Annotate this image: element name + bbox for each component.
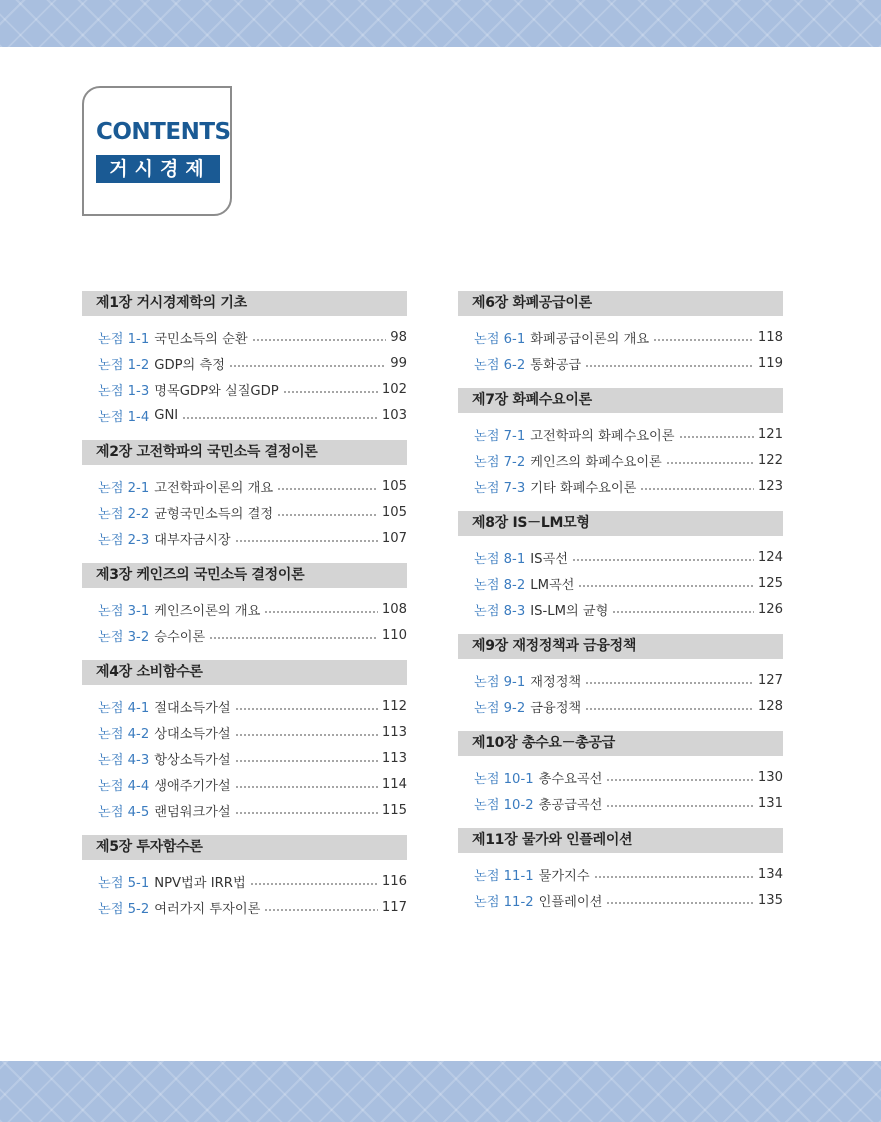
toc-entry[interactable] xyxy=(458,790,783,816)
page-number: 105 xyxy=(381,478,407,494)
dot-leader xyxy=(283,391,378,393)
dot-leader xyxy=(277,514,378,516)
chapter-heading: 제1장 거시경제학의 기초 xyxy=(82,291,407,316)
entry-title: 케인즈의 화폐수요이론 xyxy=(530,454,662,470)
chapter-block xyxy=(458,634,783,719)
page-number: 103 xyxy=(381,407,407,423)
toc-entry[interactable] xyxy=(82,376,407,402)
dot-leader xyxy=(606,805,754,807)
entry-title: 국민소득의 순환 xyxy=(154,331,248,347)
toc-entry[interactable] xyxy=(458,764,783,790)
page-number: 135 xyxy=(757,892,783,908)
entry-title: NPV법과 IRR법 xyxy=(154,875,246,891)
toc-entry[interactable] xyxy=(458,887,783,913)
toc-entry[interactable] xyxy=(458,350,783,376)
dot-leader xyxy=(666,462,754,464)
dot-leader xyxy=(229,365,386,367)
dot-leader xyxy=(585,708,754,710)
entry-number: 논점 1-1 xyxy=(98,331,150,347)
toc-entry[interactable] xyxy=(82,894,407,920)
chapter-block xyxy=(82,563,407,648)
entry-number: 논점 7-3 xyxy=(474,480,526,496)
page-number: 115 xyxy=(381,802,407,818)
chapter-block xyxy=(458,291,783,376)
entry-number: 논점 2-1 xyxy=(98,480,150,496)
entry-number: 논점 7-2 xyxy=(474,454,526,470)
page-number: 98 xyxy=(390,329,407,345)
page-number: 99 xyxy=(390,355,407,371)
entry-list xyxy=(82,860,407,920)
dot-leader xyxy=(572,559,754,561)
entry-number: 논점 10-2 xyxy=(474,797,534,813)
page-number: 108 xyxy=(381,601,407,617)
dot-leader xyxy=(250,883,378,885)
entry-title: 재정정책 xyxy=(530,674,582,690)
entry-title: 물가지수 xyxy=(538,868,590,884)
entry-list xyxy=(458,659,783,719)
dot-leader xyxy=(606,902,754,904)
chapter-block xyxy=(82,291,407,428)
entry-number: 논점 8-2 xyxy=(474,577,526,593)
toc-entry[interactable] xyxy=(458,447,783,473)
entry-title: 상대소득가설 xyxy=(154,726,231,742)
page-number: 105 xyxy=(381,504,407,520)
dot-leader xyxy=(235,760,378,762)
chapter-heading: 제3장 케인즈의 국민소득 결정이론 xyxy=(82,563,407,588)
toc-entry[interactable] xyxy=(82,402,407,428)
chapter-heading: 제2장 고전학파의 국민소득 결정이론 xyxy=(82,440,407,465)
entry-title: 항상소득가설 xyxy=(154,752,231,768)
dot-leader xyxy=(235,786,378,788)
entry-number: 논점 9-2 xyxy=(474,700,526,716)
dot-leader xyxy=(252,339,387,341)
toc-entry[interactable] xyxy=(458,324,783,350)
toc-entry[interactable] xyxy=(458,667,783,693)
entry-title: LM곡선 xyxy=(530,577,575,593)
entry-number: 논점 9-1 xyxy=(474,674,526,690)
dot-leader xyxy=(612,611,753,613)
entry-number: 논점 11-2 xyxy=(474,894,534,910)
toc-entry[interactable] xyxy=(82,350,407,376)
entry-number: 논점 4-3 xyxy=(98,752,150,768)
page-number: 117 xyxy=(381,899,407,915)
toc-entry[interactable] xyxy=(458,570,783,596)
entry-list xyxy=(458,756,783,816)
entry-number: 논점 5-1 xyxy=(98,875,150,891)
dot-leader xyxy=(264,909,378,911)
toc-entry[interactable] xyxy=(458,421,783,447)
toc-entry[interactable] xyxy=(82,719,407,745)
chapter-block xyxy=(458,828,783,913)
entry-title: 고전학파이론의 개요 xyxy=(154,480,274,496)
page-number: 134 xyxy=(757,866,783,882)
entry-number: 논점 1-3 xyxy=(98,383,150,399)
toc-entry[interactable] xyxy=(82,525,407,551)
entry-title: 케인즈이론의 개요 xyxy=(154,603,261,619)
toc-entry[interactable] xyxy=(82,499,407,525)
toc-entry[interactable] xyxy=(82,324,407,350)
entry-title: 금융정책 xyxy=(530,700,582,716)
entry-title: 통화공급 xyxy=(530,357,582,373)
right-toc-column xyxy=(458,291,783,913)
dot-leader xyxy=(182,417,378,419)
entry-title: 균형국민소득의 결정 xyxy=(154,506,274,522)
dot-leader xyxy=(585,365,754,367)
page-number: 113 xyxy=(381,750,407,766)
chapter-block xyxy=(82,660,407,823)
entry-title: 절대소득가설 xyxy=(154,700,231,716)
entry-number: 논점 6-1 xyxy=(474,331,526,347)
entry-title: 랜덤워크가설 xyxy=(154,804,231,820)
entry-list xyxy=(82,588,407,648)
entry-number: 논점 4-5 xyxy=(98,804,150,820)
dot-leader xyxy=(235,812,378,814)
chapter-heading: 제4장 소비함수론 xyxy=(82,660,407,685)
entry-number: 논점 8-3 xyxy=(474,603,526,619)
entry-list xyxy=(458,536,783,622)
page-number: 116 xyxy=(381,873,407,889)
chapter-heading: 제10장 총수요－총공급 xyxy=(458,731,783,756)
entry-title: 생애주기가설 xyxy=(154,778,231,794)
toc-entry[interactable] xyxy=(458,693,783,719)
entry-number: 논점 3-1 xyxy=(98,603,150,619)
toc-entry[interactable] xyxy=(458,473,783,499)
chapter-block xyxy=(458,731,783,816)
toc-entry[interactable] xyxy=(82,693,407,719)
dot-leader xyxy=(640,488,754,490)
page-number: 123 xyxy=(757,478,783,494)
page-number: 127 xyxy=(757,672,783,688)
entry-number: 논점 7-1 xyxy=(474,428,526,444)
entry-number: 논점 4-1 xyxy=(98,700,150,716)
entry-title: 여러가지 투자이론 xyxy=(154,901,261,917)
entry-title: 기타 화폐수요이론 xyxy=(530,480,637,496)
entry-title: 명목GDP와 실질GDP xyxy=(154,383,279,399)
entry-title: IS-LM의 균형 xyxy=(530,603,609,619)
dot-leader xyxy=(235,734,378,736)
page-number: 121 xyxy=(757,426,783,442)
entry-title: 인플레이션 xyxy=(538,894,603,910)
entry-list xyxy=(82,316,407,428)
entry-number: 논점 3-2 xyxy=(98,629,150,645)
dot-leader xyxy=(235,540,378,542)
page-number: 118 xyxy=(757,329,783,345)
dot-leader xyxy=(235,708,378,710)
dot-leader xyxy=(277,488,378,490)
left-toc-column xyxy=(82,291,407,920)
subject-title: 거시경제학 xyxy=(96,155,220,183)
dot-leader xyxy=(585,682,754,684)
toc-entry[interactable] xyxy=(82,622,407,648)
chapter-heading: 제7장 화폐수요이론 xyxy=(458,388,783,413)
page-number: 125 xyxy=(757,575,783,591)
page-number: 124 xyxy=(757,549,783,565)
chapter-block xyxy=(458,388,783,499)
entry-title: 총수요곡선 xyxy=(538,771,603,787)
dot-leader xyxy=(679,436,754,438)
entry-list xyxy=(458,316,783,376)
toc-entry[interactable] xyxy=(458,596,783,622)
entry-number: 논점 4-2 xyxy=(98,726,150,742)
chapter-heading: 제9장 재정정책과 금융정책 xyxy=(458,634,783,659)
chapter-block xyxy=(82,440,407,551)
page-number: 110 xyxy=(381,627,407,643)
entry-list xyxy=(458,413,783,499)
chapter-heading: 제8장 IS－LM모형 xyxy=(458,511,783,536)
entry-number: 논점 10-1 xyxy=(474,771,534,787)
page-number: 126 xyxy=(757,601,783,617)
top-decorative-band xyxy=(0,0,881,47)
toc-entry[interactable] xyxy=(458,861,783,887)
page-number: 107 xyxy=(381,530,407,546)
entry-number: 논점 4-4 xyxy=(98,778,150,794)
page-number: 119 xyxy=(757,355,783,371)
entry-title: 대부자금시장 xyxy=(154,532,231,548)
toc-entry[interactable] xyxy=(82,771,407,797)
entry-list xyxy=(82,465,407,551)
chapter-heading: 제5장 투자함수론 xyxy=(82,835,407,860)
dot-leader xyxy=(653,339,754,341)
page-number: 114 xyxy=(381,776,407,792)
entry-number: 논점 5-2 xyxy=(98,901,150,917)
dot-leader xyxy=(264,611,378,613)
toc-entry[interactable] xyxy=(82,473,407,499)
entry-number: 논점 1-4 xyxy=(98,409,150,425)
entry-title: 승수이론 xyxy=(154,629,206,645)
page-number: 112 xyxy=(381,698,407,714)
chapter-block xyxy=(82,835,407,920)
entry-title: 고전학파의 화폐수요이론 xyxy=(530,428,675,444)
page-number: 130 xyxy=(757,769,783,785)
toc-entry[interactable] xyxy=(82,596,407,622)
entry-number: 논점 1-2 xyxy=(98,357,150,373)
toc-entry[interactable] xyxy=(82,797,407,823)
entry-number: 논점 6-2 xyxy=(474,357,526,373)
toc-entry[interactable] xyxy=(458,544,783,570)
entry-number: 논점 2-2 xyxy=(98,506,150,522)
toc-entry[interactable] xyxy=(82,745,407,771)
entry-number: 논점 8-1 xyxy=(474,551,526,567)
toc-entry[interactable] xyxy=(82,868,407,894)
entry-title: 총공급곡선 xyxy=(538,797,603,813)
entry-number: 논점 11-1 xyxy=(474,868,534,884)
entry-title: GDP의 측정 xyxy=(154,357,225,373)
entry-title: GNI xyxy=(154,407,179,423)
dot-leader xyxy=(606,779,754,781)
entry-title: IS곡선 xyxy=(530,551,568,567)
dot-leader xyxy=(594,876,754,878)
page-number: 128 xyxy=(757,698,783,714)
bottom-decorative-band xyxy=(0,1061,881,1122)
dot-leader xyxy=(578,585,753,587)
chapter-block xyxy=(458,511,783,622)
page-number: 122 xyxy=(757,452,783,468)
dot-leader xyxy=(209,637,378,639)
page-number: 131 xyxy=(757,795,783,811)
entry-list xyxy=(82,685,407,823)
entry-list xyxy=(458,853,783,913)
entry-title: 화폐공급이론의 개요 xyxy=(530,331,650,347)
page-number: 113 xyxy=(381,724,407,740)
page-number: 102 xyxy=(381,381,407,397)
entry-number: 논점 2-3 xyxy=(98,532,150,548)
chapter-heading: 제6장 화폐공급이론 xyxy=(458,291,783,316)
contents-heading: CONTENTS xyxy=(96,119,231,145)
chapter-heading: 제11장 물가와 인플레이션 xyxy=(458,828,783,853)
